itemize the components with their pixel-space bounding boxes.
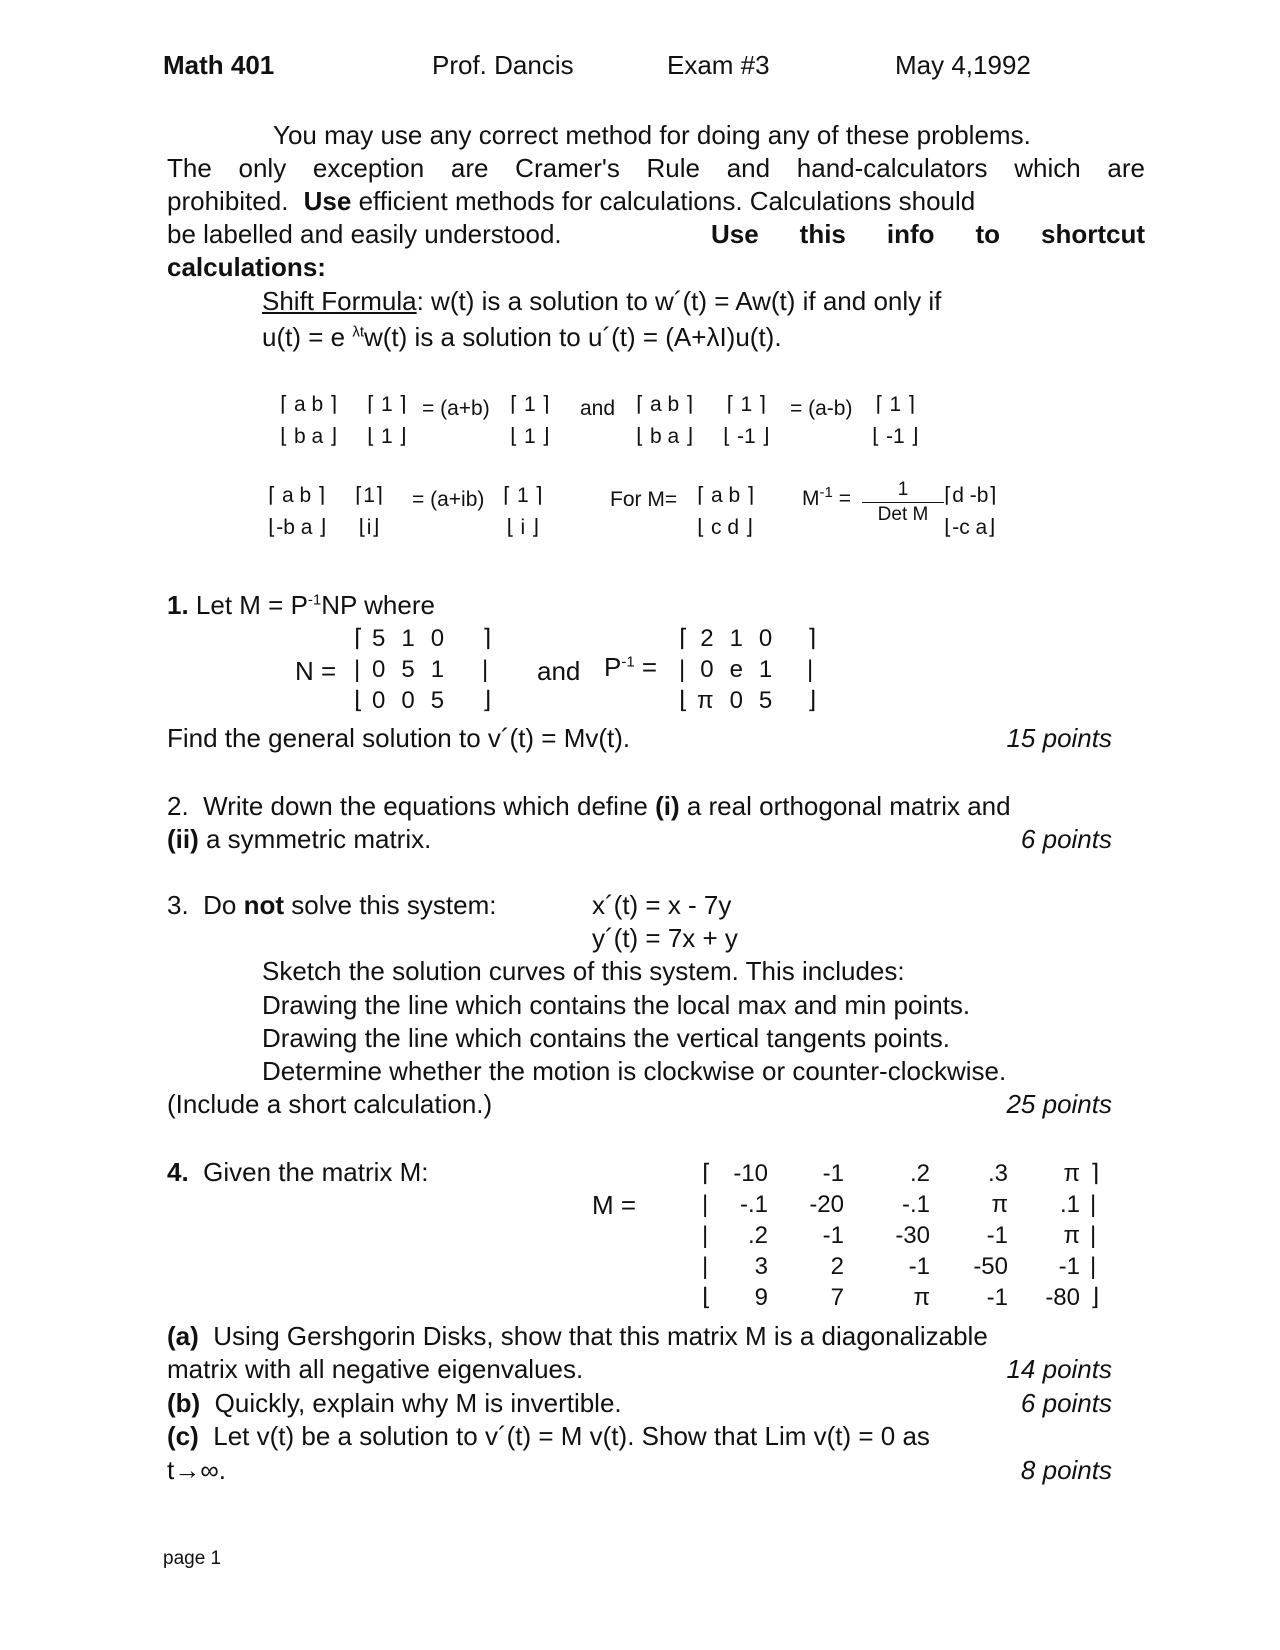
q3-instruction-1: Sketch the solution curves of this system. This includes: bbox=[262, 956, 905, 986]
q4a-line-1: (a) Using Gershgorin Disks, show that this matrix M is a diagonalizable bbox=[167, 1321, 988, 1351]
identity-1-matrix: ⌈ a b ⌉ ⌊ b a ⌋ bbox=[280, 393, 338, 448]
shift-formula-text: : w(t) is a solution to w´(t) = Aw(t) if and only if bbox=[416, 286, 942, 316]
intro-line-4a: be labelled and easily understood. bbox=[167, 219, 562, 249]
q3-lead: 3. Do not solve this system: bbox=[167, 890, 497, 920]
m-label: M = bbox=[592, 1190, 637, 1220]
shift-formula-line-1 bbox=[262, 286, 941, 317]
shift-formula-line-2 bbox=[262, 322, 782, 353]
identity-2-vector: ⌈ 1 ⌉ ⌊ -1 ⌋ bbox=[723, 393, 770, 448]
shift-exponent: λt bbox=[352, 323, 364, 341]
q1-and: and bbox=[537, 656, 581, 686]
matrix-m-general: ⌈ a b ⌉ ⌊ c d ⌋ bbox=[697, 484, 755, 539]
intro-calculations: calculations: bbox=[167, 252, 326, 282]
intro-prohibited: prohibited. bbox=[167, 186, 289, 216]
exam-title: Exam #3 bbox=[667, 50, 770, 80]
shift-formula-label: Shift Formula bbox=[262, 286, 417, 316]
identity-2-matrix: ⌈ a b ⌉ ⌊ b a ⌋ bbox=[636, 393, 694, 448]
page-number: page 1 bbox=[163, 1548, 222, 1569]
identity-3-matrix: ⌈ a b ⌉ ⌊-b a ⌋ bbox=[268, 484, 327, 539]
q3-equation-1: x´(t) = x - 7y bbox=[592, 890, 732, 920]
q3-instruction-3: Drawing the line which contains the vertical tangents points. bbox=[262, 1023, 950, 1053]
q1-points: 15 points bbox=[1006, 723, 1112, 753]
identity-3-vector: ⌈1⌉ ⌊i⌋ bbox=[355, 484, 384, 539]
for-m-label: For M= bbox=[610, 488, 678, 511]
exam-date: May 4,1992 bbox=[895, 50, 1031, 80]
q3-instruction-4: Determine whether the motion is clockwise or counter-clockwise. bbox=[262, 1056, 1007, 1086]
matrix-n: ⌈ | ⌊ ⌉ | ⌋ 5 1 0 0 5 1 0 0 5 bbox=[354, 625, 492, 714]
q4a-line-2: matrix with all negative eigenvalues. bbox=[167, 1354, 584, 1384]
identity-1-eq: = (a+b) bbox=[422, 397, 490, 420]
course-title: Math 401 bbox=[163, 50, 275, 80]
q4c-line-2: t→∞. bbox=[167, 1455, 226, 1485]
shift-solution-text: w(t) is a solution to u´(t) = (A+λI)u(t). bbox=[364, 322, 782, 352]
q1-find: Find the general solution to v´(t) = Mv(t). bbox=[167, 723, 631, 753]
intro-line-3 bbox=[167, 186, 975, 217]
q2-line-2: (ii) a symmetric matrix. bbox=[167, 824, 432, 854]
identity-2-result: ⌈ 1 ⌉ ⌊ -1 ⌋ bbox=[872, 393, 919, 448]
q2-line-1: 2. Write down the equations which define (i) a real orthogonal matrix and bbox=[167, 791, 1011, 821]
identity-1-vector: ⌈ 1 ⌉ ⌊ 1 ⌋ bbox=[367, 393, 407, 448]
adjugate-matrix: ⌈d -b⌉ ⌊-c a⌋ bbox=[944, 484, 997, 539]
q1-statement: 1. Let $M = P^{-1}NP$ where bbox=[167, 590, 435, 620]
q2-points: 6 points bbox=[1020, 824, 1112, 854]
m-inverse-label: $M^{-1}$ = bbox=[802, 484, 851, 510]
q4b-points: 6 points bbox=[1020, 1388, 1112, 1418]
intro-line-2: The only exception are Cramer's Rule and hand-calculators which are bbox=[167, 153, 1145, 183]
q3-instruction-2: Drawing the line which contains the local max and min points. bbox=[262, 990, 971, 1020]
q3-points: 25 points bbox=[1006, 1089, 1112, 1119]
identity-3-result: ⌈ 1 ⌉ ⌊ i ⌋ bbox=[503, 484, 543, 539]
intro-shortcut: Use this info to shortcut bbox=[711, 219, 1145, 249]
identity-2-eq: = (a-b) bbox=[790, 397, 853, 420]
inverse-fraction: 1 Det M bbox=[862, 478, 944, 527]
intro-use-emph: Use bbox=[303, 186, 352, 216]
matrix-m: ⌈ | | | ⌊ ⌉ | | | ⌋ -10 -1 .2 .3 π -.1 -20 -.1 π .1 .2 -1 -30 -1 π 3 2 -1 -50 -1 9 7 π -1 -80 bbox=[702, 1160, 1100, 1311]
intro-efficient: efficient methods for calculations. Calculations should bbox=[358, 186, 976, 216]
q4c-points: 8 points bbox=[1020, 1455, 1112, 1485]
n-label: N = bbox=[295, 656, 337, 686]
matrix-p-inverse: ⌈ | ⌊ ⌉ | ⌋ 2 1 0 0 e 1 π 0 5 bbox=[679, 625, 817, 714]
q4a-points: 14 points bbox=[1006, 1354, 1112, 1384]
shift-u-def: u(t) = e bbox=[262, 322, 353, 352]
professor-name: Prof. Dancis bbox=[432, 50, 574, 80]
intro-line-1: You may use any correct method for doing any of these problems. bbox=[273, 120, 1031, 150]
identity-1-result: ⌈ 1 ⌉ ⌊ 1 ⌋ bbox=[510, 393, 550, 448]
p-inverse-label: $P^{-1}$ = bbox=[604, 652, 658, 682]
identity-3-eq: = (a+ib) bbox=[412, 488, 485, 511]
q3-instruction-5: (Include a short calculation.) bbox=[167, 1089, 493, 1119]
q4b-line: (b) Quickly, explain why M is invertible. bbox=[167, 1388, 622, 1418]
q3-equation-2: y´(t) = 7x + y bbox=[592, 923, 738, 953]
q4-lead: 4. Given the matrix M: bbox=[167, 1157, 429, 1187]
identity-and: and bbox=[580, 397, 616, 420]
q4c-line-1: (c) Let v(t) be a solution to v´(t) = M v(t). Show that Lim v(t) = 0 as bbox=[167, 1421, 930, 1451]
